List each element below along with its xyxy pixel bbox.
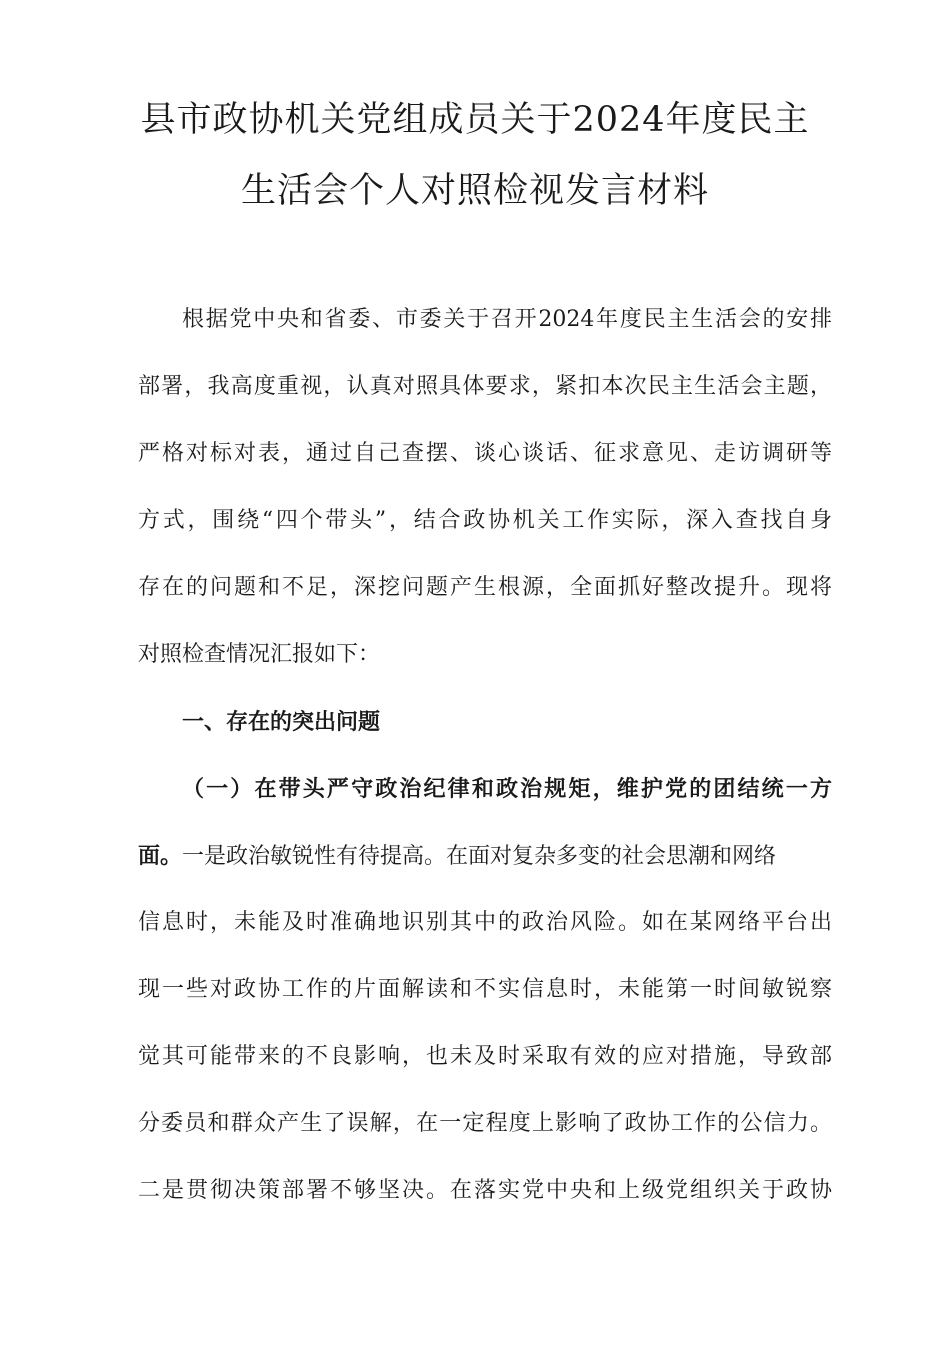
subsection-1-line-1 xyxy=(138,841,832,872)
section-1-heading: 一、存在的突出问题 xyxy=(182,709,381,735)
subsection-1-line-1-text: 一是政治敏锐性有待提高。在面对复杂多变的社会思潮和网络 xyxy=(182,844,777,869)
paragraph-1-line-5: 存在的问题和不足，深挖问题产生根源，全面抓好整改提升。现将 xyxy=(138,575,832,600)
subsection-1-line-5: 分委员和群众产生了误解，在一定程度上影响了政协工作的公信力。 xyxy=(138,1111,832,1136)
subsection-1-line-4: 觉其可能带来的不良影响，也未及时采取有效的应对措施，导致部 xyxy=(138,1044,832,1069)
paragraph-1-line-6: 对照检查情况汇报如下： xyxy=(138,642,381,667)
subsection-1-line-6: 二是贯彻决策部署不够坚决。在落实党中央和上级党组织关于政协 xyxy=(138,1178,832,1203)
subsection-1-line-3: 现一些对政协工作的片面解读和不实信息时，未能第一时间敏锐察 xyxy=(138,977,832,1002)
subsection-1-heading: （一）在带头严守政治纪律和政治规矩，维护党的团结统一方 xyxy=(182,776,832,802)
paragraph-1-line-1: 根据党中央和省委、市委关于召开2024年度民主生活会的安排 xyxy=(182,307,832,332)
paragraph-1-line-2: 部署，我高度重视，认真对照具体要求，紧扣本次民主生活会主题， xyxy=(138,374,832,399)
subsection-1-line-2: 信息时，未能及时准确地识别其中的政治风险。如在某网络平台出 xyxy=(138,910,832,935)
document-title-line-2: 生活会个人对照检视发言材料 xyxy=(240,171,709,211)
document-title-line-1: 县市政协机关党组成员关于2024年度民主 xyxy=(140,100,810,140)
paragraph-1-line-4: 方式，围绕“四个带头”，结合政协机关工作实际，深入查找自身 xyxy=(138,508,832,533)
paragraph-1-line-3: 严格对标对表，通过自己查摆、谈心谈话、征求意见、走访调研等 xyxy=(138,441,832,466)
subsection-1-heading-tail: 面。 xyxy=(138,843,183,869)
